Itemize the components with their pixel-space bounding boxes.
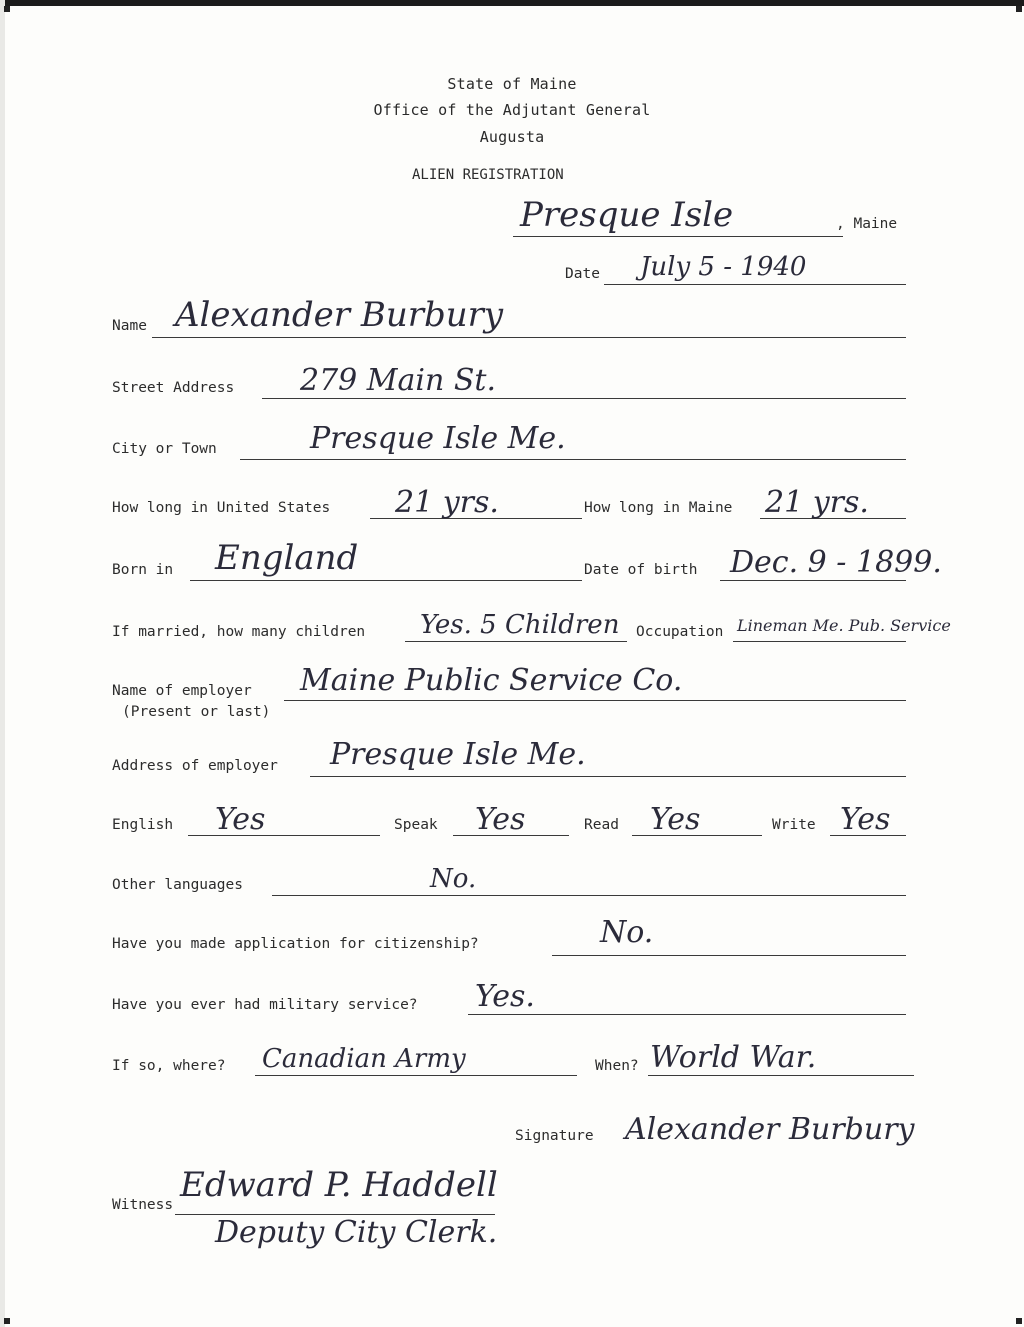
name-value: Alexander Burbury xyxy=(175,295,504,335)
employer-line xyxy=(284,700,906,701)
name-label: Name xyxy=(112,318,147,334)
place-line xyxy=(513,236,843,237)
scan-edge-left xyxy=(0,0,5,1327)
other-lang-line xyxy=(272,895,906,896)
write-label: Write xyxy=(772,817,816,833)
military-label: Have you ever had military service? xyxy=(112,997,418,1013)
speak-label: Speak xyxy=(394,817,438,833)
dob-label: Date of birth xyxy=(584,562,698,578)
city-line xyxy=(240,459,906,460)
employer-addr-label: Address of employer xyxy=(112,758,278,774)
place-value: Presque Isle xyxy=(520,195,734,235)
maine-label: How long in Maine xyxy=(584,500,733,516)
married-line xyxy=(405,641,627,642)
us-value: 21 yrs. xyxy=(395,485,499,520)
born-value: England xyxy=(215,538,359,578)
where-value: Canadian Army xyxy=(262,1044,466,1074)
when-line xyxy=(648,1075,914,1076)
military-line xyxy=(468,1014,906,1015)
employer-addr-line xyxy=(310,776,906,777)
citizenship-value: No. xyxy=(600,915,654,950)
where-label: If so, where? xyxy=(112,1058,226,1074)
married-label: If married, how many children xyxy=(112,624,366,640)
citizenship-line xyxy=(552,955,906,956)
witness-value: Edward P. Haddell xyxy=(180,1165,498,1205)
form-title: ALIEN REGISTRATION xyxy=(412,167,564,183)
when-label: When? xyxy=(595,1058,639,1074)
occupation-line xyxy=(733,641,906,642)
married-value: Yes. 5 Children xyxy=(420,610,620,640)
english-label: English xyxy=(112,817,174,833)
city-value: Presque Isle Me. xyxy=(310,421,566,456)
header-office: Office of the Adjutant General xyxy=(373,101,651,119)
header-state: State of Maine xyxy=(447,75,577,93)
header-city: Augusta xyxy=(479,128,545,146)
read-label: Read xyxy=(584,817,619,833)
name-line xyxy=(152,337,906,338)
read-value: Yes xyxy=(650,802,701,837)
us-label: How long in United States xyxy=(112,500,331,516)
maine-value: 21 yrs. xyxy=(765,485,869,520)
street-label: Street Address xyxy=(112,380,235,396)
speak-value: Yes xyxy=(475,802,526,837)
city-label: City or Town xyxy=(112,441,217,457)
witness-title: Deputy City Clerk. xyxy=(215,1215,498,1250)
employer-value: Maine Public Service Co. xyxy=(300,663,683,698)
employer-addr-value: Presque Isle Me. xyxy=(330,737,586,772)
corner-mark xyxy=(4,1318,10,1324)
street-value: 279 Main St. xyxy=(300,363,496,398)
military-value: Yes. xyxy=(475,979,535,1014)
occupation-label: Occupation xyxy=(636,624,724,640)
date-value: July 5 - 1940 xyxy=(640,252,807,282)
employer-sub-label: (Present or last) xyxy=(122,704,271,720)
occupation-value: Lineman Me. Pub. Service xyxy=(737,616,951,635)
street-line xyxy=(262,398,906,399)
employer-label: Name of employer xyxy=(112,683,252,699)
corner-mark xyxy=(1016,1318,1022,1324)
place-suffix: , Maine xyxy=(836,216,898,232)
witness-label: Witness xyxy=(112,1197,174,1213)
dob-value: Dec. 9 - 1899. xyxy=(730,545,942,580)
signature-label: Signature xyxy=(515,1128,594,1144)
when-value: World War. xyxy=(650,1040,817,1075)
dob-line xyxy=(720,580,906,581)
date-label: Date xyxy=(565,266,600,282)
citizenship-label: Have you made application for citizenship? xyxy=(112,936,479,952)
other-lang-label: Other languages xyxy=(112,877,243,893)
born-line xyxy=(190,580,582,581)
write-value: Yes xyxy=(840,802,891,837)
born-label: Born in xyxy=(112,562,174,578)
signature-value: Alexander Burbury xyxy=(625,1112,915,1147)
where-line xyxy=(255,1075,577,1076)
other-lang-value: No. xyxy=(430,864,477,894)
corner-mark xyxy=(1016,6,1022,12)
scan-edge-top xyxy=(0,0,1024,6)
corner-mark xyxy=(4,6,10,12)
date-line xyxy=(604,284,906,285)
english-value: Yes xyxy=(215,802,266,837)
